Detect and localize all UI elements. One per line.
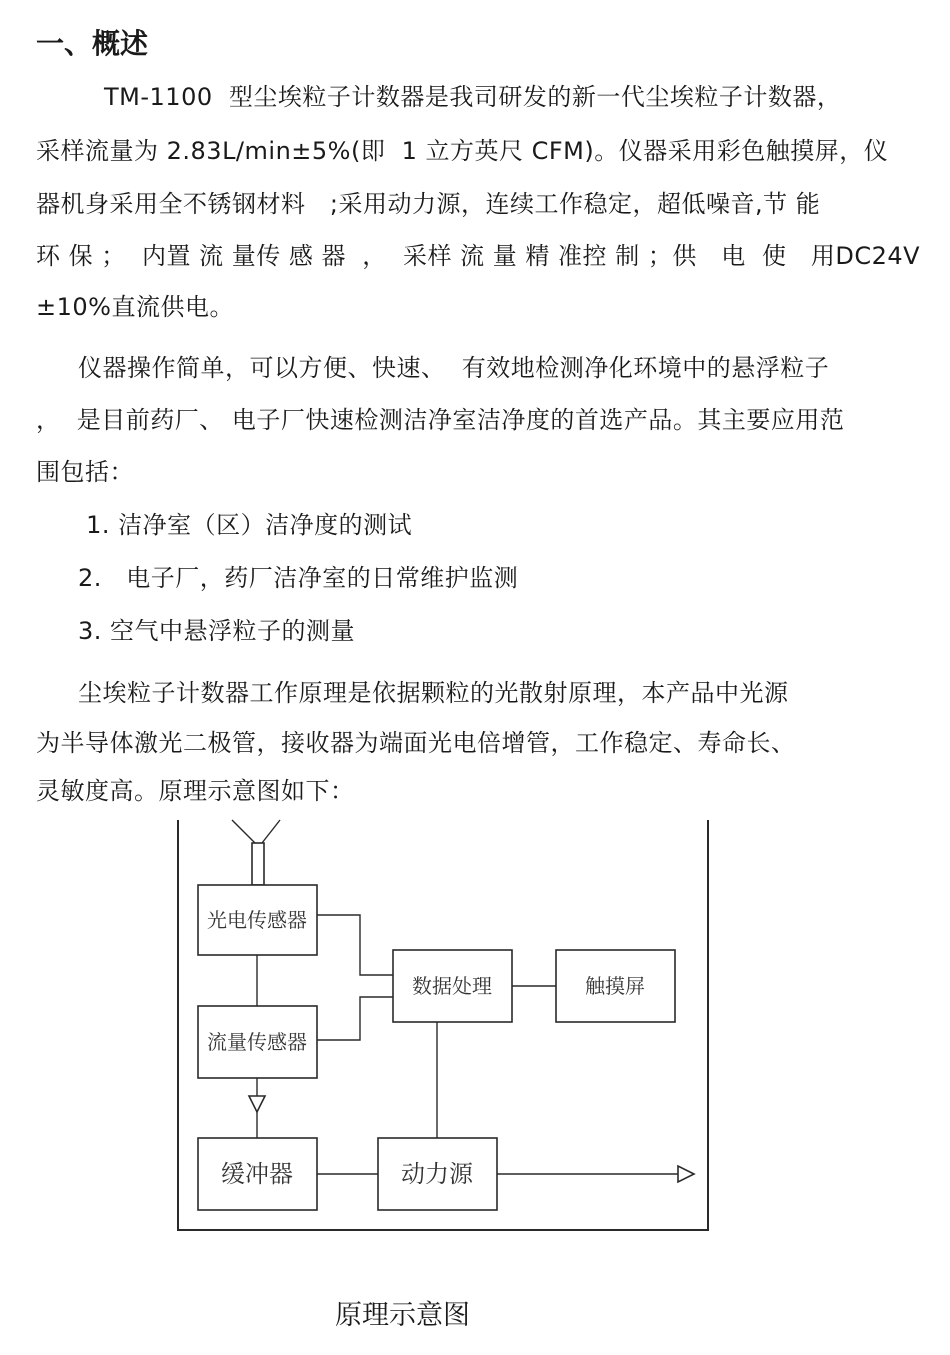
intro-line-1: TM-1100 型尘埃粒子计数器是我司研发的新一代尘埃粒子计数器，	[104, 83, 842, 111]
photo-sensor-label: 光电传感器	[207, 908, 307, 932]
usage-line-1: 仪器操作简单，可以方便、快速、 有效地检测净化环境中的悬浮粒子	[78, 354, 830, 382]
intro-line-3: 器机身采用全不锈钢材料 ;采用动力源，连续工作稳定，超低噪音,节 能	[36, 190, 821, 218]
usage-line-3: 围包括：	[36, 458, 134, 486]
principle-line-1: 尘埃粒子计数器工作原理是依据颗粒的光散射原理，本产品中光源	[78, 679, 789, 707]
data-processing-label: 数据处理	[412, 974, 492, 998]
exhaust-arrow-icon	[678, 1166, 694, 1182]
section-heading: 一、概述	[36, 27, 149, 60]
intro-line-2: 采样流量为 2.83L/min±5%(即 1 立方英尺 CFM)。仪器采用彩色触摸屏，仪	[36, 137, 889, 165]
application-item-1: 1. 洁净室（区）洁净度的测试	[78, 511, 413, 539]
diagram-caption: 原理示意图	[335, 1300, 470, 1331]
principle-line-2: 为半导体激光二极管，接收器为端面光电倍增管，工作稳定、寿命长、	[36, 729, 796, 757]
application-item-2: 2. 电子厂，药厂洁净室的日常维护监测	[78, 564, 519, 592]
power-source-label: 动力源	[401, 1160, 473, 1188]
intro-line-5: ±10%直流供电。	[36, 293, 234, 321]
intro-line-4: 环 保 ； 内置 流 量传 感 器 ， 采样 流 量 精 准控 制 ；供 电 使 用DC24V	[36, 242, 921, 270]
touch-screen-label: 触摸屏	[585, 974, 645, 998]
buffer-label: 缓冲器	[221, 1160, 293, 1188]
down-arrow-icon	[249, 1096, 265, 1112]
usage-line-2: ， 是目前药厂、 电子厂快速检测洁净室洁净度的首选产品。其主要应用范	[36, 406, 845, 434]
principle-line-3: 灵敏度高。原理示意图如下：	[36, 777, 355, 805]
intake-funnel-icon	[232, 820, 280, 885]
flow-sensor-label: 流量传感器	[207, 1030, 307, 1054]
application-item-3: 3. 空气中悬浮粒子的测量	[78, 617, 356, 645]
